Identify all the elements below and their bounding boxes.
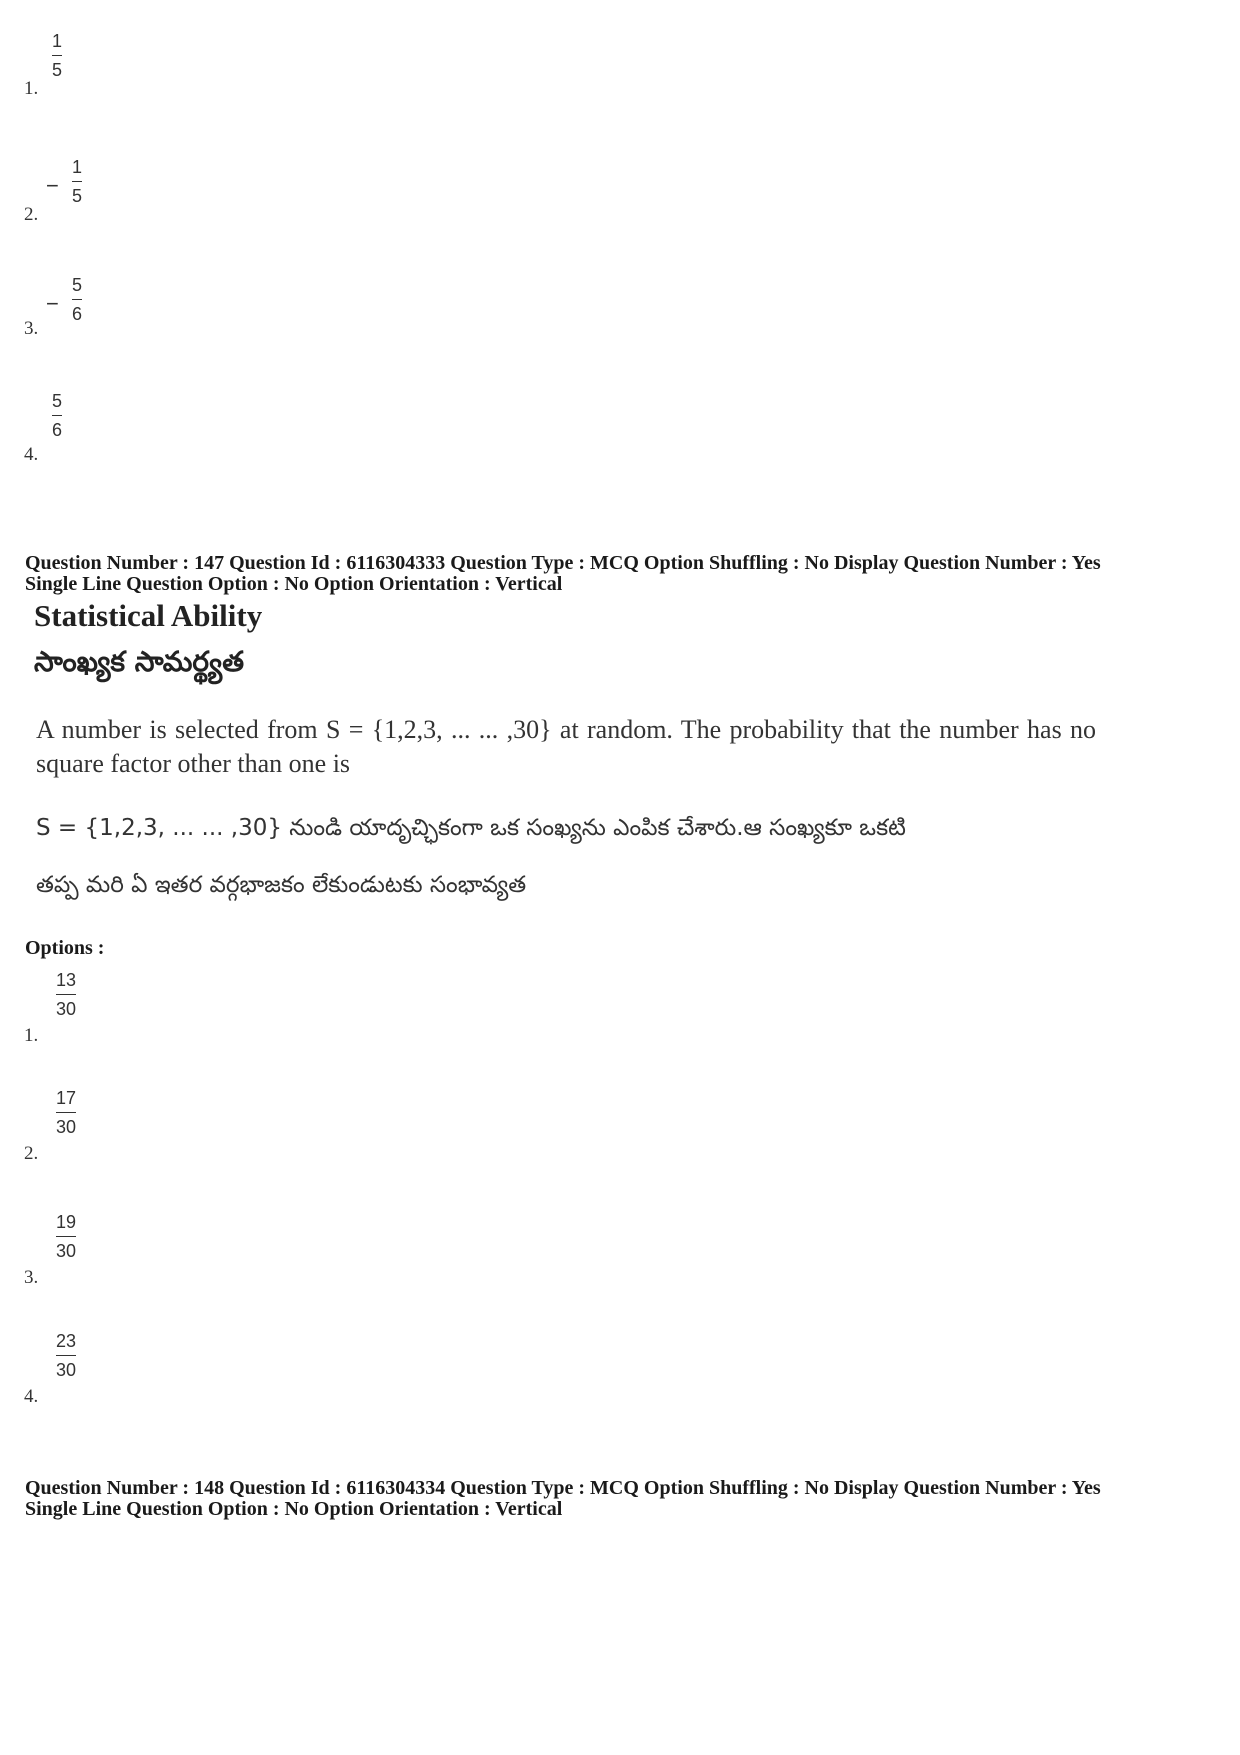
option-4[interactable] xyxy=(24,1328,104,1408)
question-meta xyxy=(25,553,1101,595)
question-stem-telugu-line-1: S = {1,2,3, ... ... ,30} నుండి యాదృచ్ఛికంగా ఒక సంఖ్యను ఎంపిక చేశారు.ఆ సంఖ్యకూ ఒకటి xyxy=(36,815,906,841)
fraction xyxy=(56,1087,76,1138)
option-number: 3. xyxy=(24,1267,39,1288)
option-number: 1. xyxy=(24,1025,39,1046)
denominator: 5 xyxy=(72,186,83,207)
denominator: 30 xyxy=(56,1360,77,1381)
option-number: 4. xyxy=(24,1386,39,1407)
meta-line-1: Question Number : 148 Question Id : 6116304334 Question Type : MCQ Option Shuffling : No Display Question Number : Yes xyxy=(25,1477,1101,1499)
denominator: 30 xyxy=(56,1241,77,1262)
option-number: 1. xyxy=(24,78,39,99)
meta-line-2: Single Line Question Option : No Option Orientation : Vertical xyxy=(25,1498,563,1520)
prev-option-4 xyxy=(24,366,104,466)
option-number: 4. xyxy=(24,444,39,465)
prev-option-3 xyxy=(24,240,104,340)
question-stem-english: A number is selected from S = {1,2,3, ... ... ,30} at random. The probability that the number has no square factor other than one is xyxy=(36,715,1096,778)
fraction xyxy=(56,1211,76,1262)
fraction xyxy=(46,274,83,325)
options-label: Options : xyxy=(25,937,105,959)
question-stem-telugu-line-2: తప్ప మరి ఏ ఇతర వర్గభాజకం లేకుండుటకు సంభావ్యత xyxy=(36,872,527,898)
numerator: 1 xyxy=(52,31,63,51)
prev-option-2 xyxy=(24,126,104,226)
meta-line-1: Question Number : 147 Question Id : 6116304333 Question Type : MCQ Option Shuffling : No Display Question Number : Yes xyxy=(25,552,1101,574)
fraction-bar xyxy=(52,55,62,56)
minus-sign: − xyxy=(46,173,59,198)
numerator: 5 xyxy=(52,391,63,411)
fraction xyxy=(56,969,76,1020)
fraction-bar xyxy=(56,1355,76,1356)
prev-option-1 xyxy=(24,0,104,100)
fraction-bar xyxy=(56,1112,76,1113)
meta-line-2: Single Line Question Option : No Option Orientation : Vertical xyxy=(25,573,563,595)
fraction-bar xyxy=(52,415,62,416)
fraction-bar xyxy=(56,1236,76,1237)
question-meta-148 xyxy=(25,1478,1101,1520)
numerator: 23 xyxy=(56,1331,77,1351)
denominator: 6 xyxy=(52,420,63,441)
option-number: 3. xyxy=(24,318,39,339)
numerator: 19 xyxy=(56,1212,77,1232)
fraction-bar xyxy=(72,299,82,300)
numerator: 5 xyxy=(72,275,83,295)
option-number: 2. xyxy=(24,204,39,225)
option-3[interactable] xyxy=(24,1209,104,1289)
fraction xyxy=(46,156,83,207)
numerator: 1 xyxy=(72,157,83,177)
fraction xyxy=(56,1330,76,1381)
fraction-bar xyxy=(56,994,76,995)
denominator: 30 xyxy=(56,1117,77,1138)
subject-title-english: Statistical Ability xyxy=(34,598,263,633)
option-1[interactable] xyxy=(24,967,104,1047)
fraction xyxy=(52,30,62,81)
numerator: 13 xyxy=(56,970,77,990)
subject-title-telugu: సాంఖ్యక సామర్థ్యత xyxy=(34,645,244,678)
fraction-bar xyxy=(72,181,82,182)
denominator: 30 xyxy=(56,999,77,1020)
numerator: 17 xyxy=(56,1088,77,1108)
option-2[interactable] xyxy=(24,1085,104,1165)
denominator: 5 xyxy=(52,60,63,81)
fraction xyxy=(52,390,62,441)
option-number: 2. xyxy=(24,1143,39,1164)
minus-sign: − xyxy=(46,291,59,316)
denominator: 6 xyxy=(72,304,83,325)
